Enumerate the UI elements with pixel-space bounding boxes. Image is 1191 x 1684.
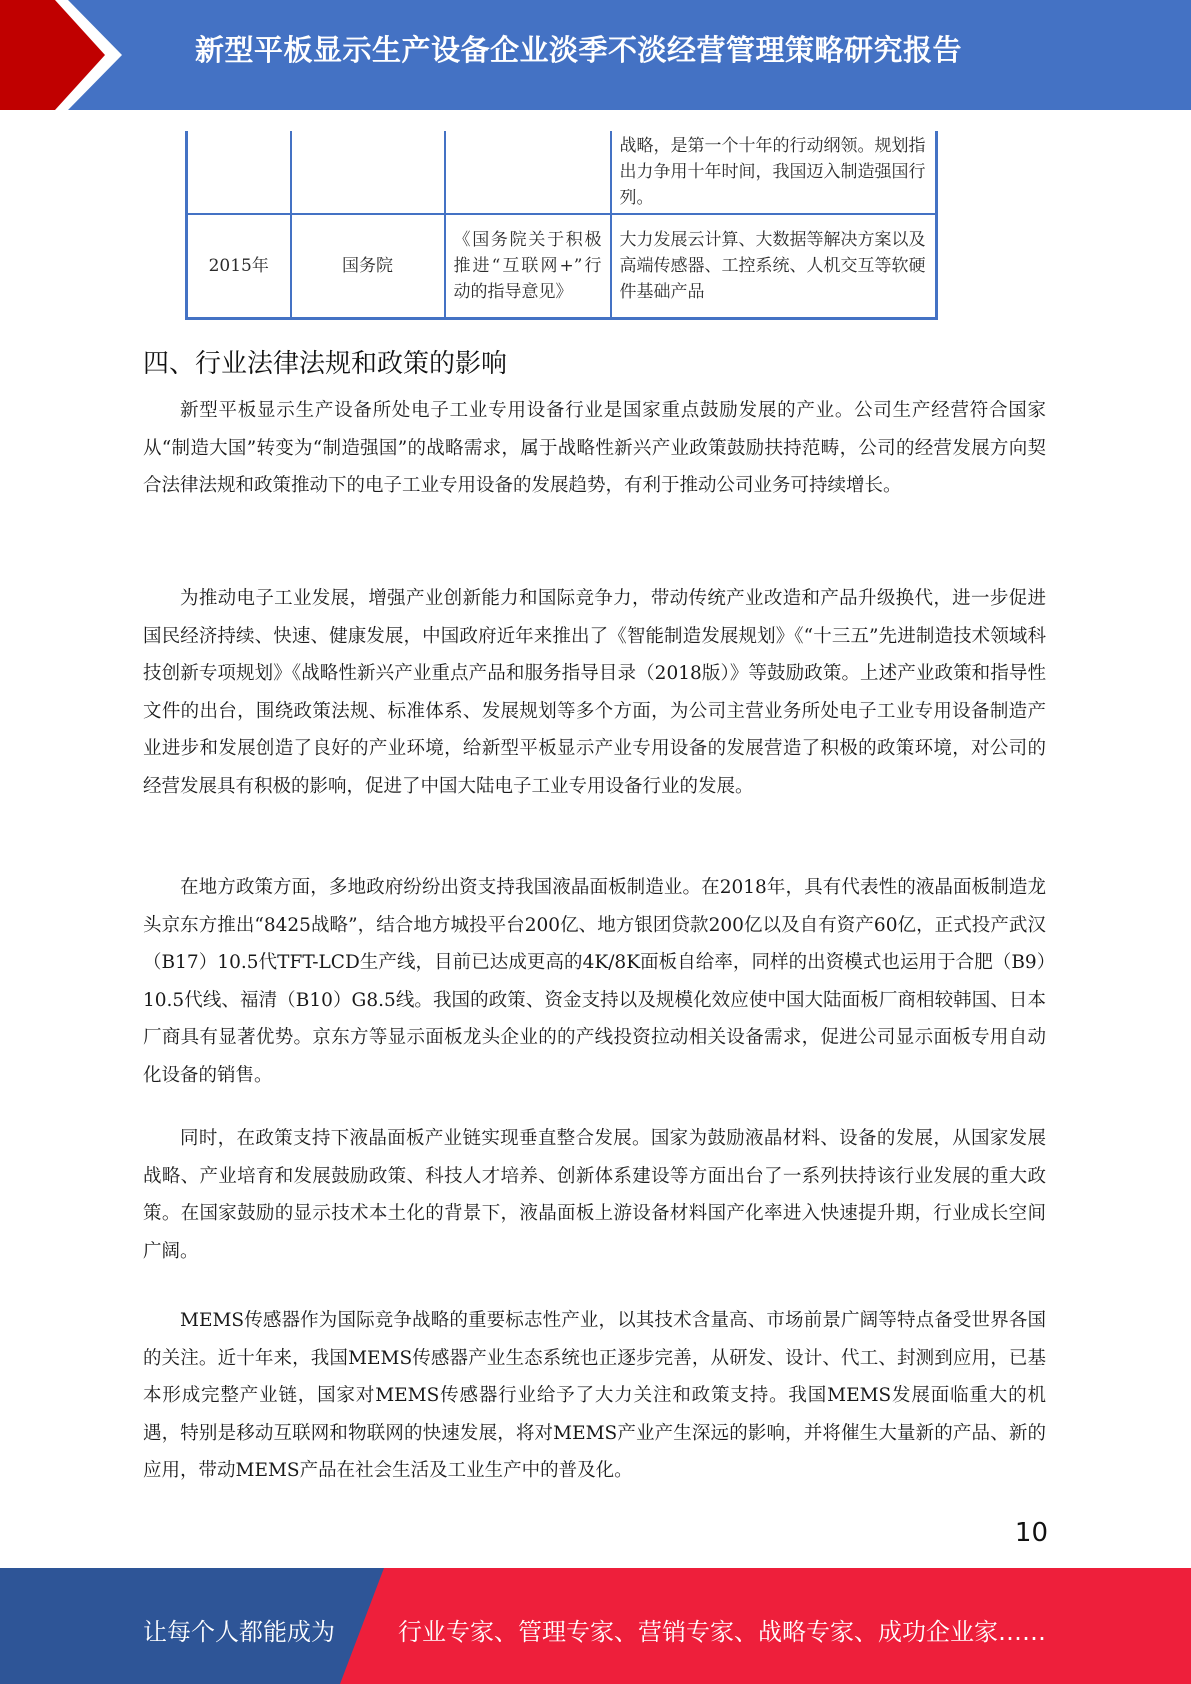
table-cell-year: 2015年 [187, 214, 291, 319]
header-arrow-decoration [0, 0, 160, 110]
table-cell-document [445, 131, 611, 214]
report-title: 新型平板显示生产设备企业淡季不淡经营管理策略研究报告 [195, 33, 963, 67]
body-paragraph: 为推动电子工业发展，增强产业创新能力和国际竞争力，带动传统产业改造和产品升级换代，进一步促进国民经济持续、快速、健康发展，中国政府近年来推出了《智能制造发展规划》《“十三五”先进制造技术领域科技创新专项规划》《战略性新兴产业重点产品和服务指导目录（2018版）》等鼓励政策。上述产业政策和指导性文件的出台，围绕政策法规、标准体系、发展规划等多个方面，为公司主营业务所处电子工业专用设备制造产业进步和发展创造了良好的产业环境，给新型平板显示产业专用设备的发展营造了积极的政策环境，对公司的经营发展具有积极的影响，促进了中国大陆电子工业专用设备行业的发展。 [143, 588, 1046, 797]
table-cell-document: 《国务院关于积极推进“互联网+”行动的指导意见》 [445, 214, 611, 319]
policy-table [185, 131, 938, 320]
page-footer [0, 1568, 1191, 1684]
page-number: 10 [1014, 1518, 1048, 1548]
section-heading: 四、行业法律法规和政策的影响 [143, 349, 508, 379]
body-paragraph: 同时，在政策支持下液晶面板产业链实现垂直整合发展。国家为鼓励液晶材料、设备的发展，从国家发展战略、产业培育和发展鼓励政策、科技人才培养、创新体系建设等方面出台了一系列扶持该行业发展的重大政策。在国家鼓励的显示技术本土化的背景下，液晶面板上游设备材料国产化率进入快速提升期，行业成长空间广阔。 [143, 1128, 1046, 1262]
table-cell-content: 大力发展云计算、大数据等解决方案以及高端传感器、工控系统、人机交互等软硬件基础产品 [611, 214, 937, 319]
table-cell-year [187, 131, 291, 214]
body-paragraph: 在地方政策方面，多地政府纷纷出资支持我国液晶面板制造业。在2018年，具有代表性的液晶面板制造龙头京东方推出“8425战略”，结合地方城投平台200亿、地方银团贷款200亿以及自有资产60亿，正式投产武汉（B17）10.5代TFT-LCD生产线，目前已达成更高的4K/8K面板自给率，同样的出资模式也运用于合肥（B9）10.5代线、福清（B10）G8.5线。我国的政策、资金支持以及规模化效应使中国大陆面板厂商相较韩国、日本厂商具有显著优势。京东方等显示面板龙头企业的的产线投资拉动相关设备需求，促进公司显示面板专用自动化设备的销售。 [143, 877, 1046, 1086]
table-cell-agency [291, 131, 445, 214]
body-paragraph: MEMS传感器作为国际竞争战略的重要标志性产业，以其技术含量高、市场前景广阔等特点备受世界各国的关注。近十年来，我国MEMS传感器产业生态系统也正逐步完善，从研发、设计、代工、封测到应用，已基本形成完整产业链，国家对MEMS传感器行业给予了大力关注和政策支持。我国MEMS发展面临重大的机遇，特别是移动互联网和物联网的快速发展，将对MEMS产业产生深远的影响，并将催生大量新的产品、新的应用，带动MEMS产品在社会生活及工业生产中的普及化。 [143, 1310, 1046, 1482]
footer-slogan-right: 行业专家、管理专家、营销专家、战略专家、成功企业家…… [398, 1618, 1046, 1646]
table-row [187, 214, 937, 319]
table-row [187, 131, 937, 214]
body-paragraph: 新型平板显示生产设备所处电子工业专用设备行业是国家重点鼓励发展的产业。公司生产经营符合国家从“制造大国”转变为“制造强国”的战略需求，属于战略性新兴产业政策鼓励扶持范畴，公司的经营发展方向契合法律法规和政策推动下的电子工业专用设备的发展趋势，有利于推动公司业务可持续增长。 [143, 400, 1046, 497]
table-cell-agency: 国务院 [291, 214, 445, 319]
footer-slogan-left: 让每个人都能成为 [143, 1618, 335, 1646]
page-header [0, 0, 1191, 110]
table-cell-content: 战略，是第一个十年的行动纲领。规划指出力争用十年时间，我国迈入制造强国行列。 [611, 131, 937, 214]
